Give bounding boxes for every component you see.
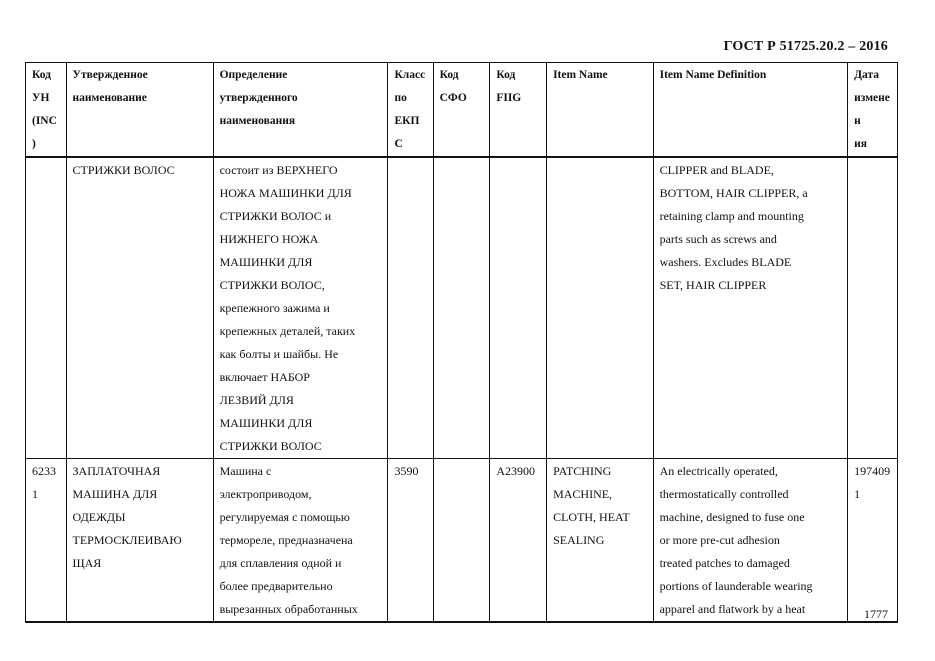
cell-ekps-class — [388, 157, 433, 459]
cell-fiig-code: A23900 — [490, 459, 547, 623]
cell-definition: Машина с электроприводом, регулируемая с помощью терморелe, предназначена для сплавления одной и более предварительно вырезанных обработанных — [213, 459, 388, 623]
col-header-definition: Определение утвержденного наименования — [213, 63, 388, 158]
cell-item-name — [547, 157, 654, 459]
col-header-fiig-code: Код FIIG — [490, 63, 547, 158]
cell-item-name-definition: CLIPPER and BLADE, BOTTOM, HAIR CLIPPER, a retaining clamp and mounting parts such as screws and washers. Excludes BLADE SET, HAIR CLIPPER — [653, 157, 848, 459]
cell-item-name: PATCHING MACHINE, CLOTH, HEAT SEALING — [547, 459, 654, 623]
cell-sfo-code — [433, 157, 490, 459]
cell-approved-name: СТРИЖКИ ВОЛОС — [66, 157, 213, 459]
nomenclature-table — [25, 62, 898, 623]
cell-change-date: 1974091 — [848, 459, 898, 623]
table-row — [26, 157, 898, 459]
col-header-item-name-definition: Item Name Definition — [653, 63, 848, 158]
cell-sfo-code — [433, 459, 490, 623]
col-header-inc: Код УН (INC) — [26, 63, 67, 158]
cell-inc — [26, 157, 67, 459]
col-header-sfo-code: Код СФО — [433, 63, 490, 158]
standard-designation: ГОСТ Р 51725.20.2 – 2016 — [723, 39, 888, 54]
col-header-change-date: Дата изменен ия — [848, 63, 898, 158]
table-row — [26, 459, 898, 623]
table-header-row — [26, 63, 898, 158]
cell-change-date — [848, 157, 898, 459]
page-number: 1777 — [864, 607, 888, 621]
cell-inc: 62331 — [26, 459, 67, 623]
col-header-ekps-class: Класс по ЕКПС — [388, 63, 433, 158]
col-header-approved-name: Утвержденное наименование — [66, 63, 213, 158]
cell-ekps-class: 3590 — [388, 459, 433, 623]
cell-approved-name: ЗАПЛАТОЧНАЯ МАШИНА ДЛЯ ОДЕЖДЫ ТЕРМОСКЛЕИВАЮ ЩАЯ — [66, 459, 213, 623]
col-header-item-name: Item Name — [547, 63, 654, 158]
cell-definition: состоит из ВЕРХНЕГО НОЖА МАШИНКИ ДЛЯ СТРИЖКИ ВОЛОС и НИЖНЕГО НОЖА МАШИНКИ ДЛЯ СТРИЖКИ ВОЛОС, крепежного зажима и крепежных деталей, таких как болты и шайбы. Не включает НАБОР ЛЕЗВИЙ ДЛЯ МАШИНКИ ДЛЯ СТРИЖКИ ВОЛОС — [213, 157, 388, 459]
cell-fiig-code — [490, 157, 547, 459]
cell-item-name-definition: An electrically operated, thermostatically controlled machine, designed to fuse one or more pre-cut adhesion treated patches to damaged portions of launderable wearing apparel and flatwork by a heat — [653, 459, 848, 623]
